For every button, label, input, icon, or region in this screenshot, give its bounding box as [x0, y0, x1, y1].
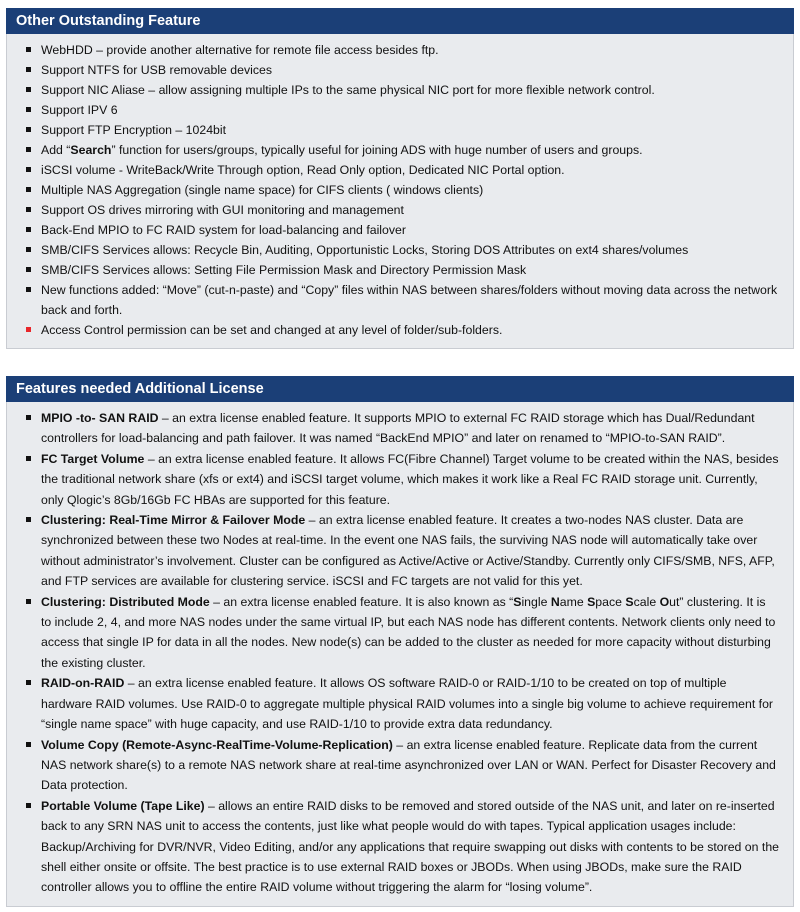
list-item: SMB/CIFS Services allows: Setting File Permission Mask and Directory Permission Mask	[23, 260, 779, 280]
list-item: WebHDD – provide another alternative for remote file access besides ftp.	[23, 40, 779, 60]
item-text: – allows an entire RAID disks to be removed and stored outside of the NAS unit, and later on re-inserted back to any SRN NAS unit to access the contents, just like what people would do with tapes. Typical application usages include: Backup/Archiving for DVR/NVR, Video Editing, and/or any applications that require swapping out disks with contents to be stored on the shell either onsite or offsite. The best practice is to use external RAID boxes or JBODs. When using JBODs, make sure the RAID controller allows you to offline the entire RAID volume without triggering the alarm for “losing volume”.	[41, 798, 779, 895]
item-text: – an extra license enabled feature. It creates a two-nodes NAS cluster. Data are synchronized between these two Nodes at real-time. In the event one NAS fails, the surviving NAS node will automatically take over without administrator’s involvement. Cluster can be configured as Active/Active or Active/Standby. Currently only CIFS/SMB, NFS, AFP, and FTP services are available for clustering service. iSCSI and FC targets are not valid for this yet.	[41, 513, 775, 589]
list-item	[23, 735, 779, 796]
list-item: Access Control permission can be set and changed at any level of folder/sub-folders.	[23, 320, 779, 340]
license-feature-list	[23, 408, 779, 898]
list-item: Multiple NAS Aggregation (single name space) for CIFS clients ( windows clients)	[23, 180, 779, 200]
list-item: Support FTP Encryption – 1024bit	[23, 120, 779, 140]
section-title: Other Outstanding Feature	[6, 8, 794, 34]
item-text: ingle	[521, 594, 551, 609]
list-item: Support NIC Aliase – allow assigning multiple IPs to the same physical NIC port for more flexible network control.	[23, 80, 779, 100]
section-title: Features needed Additional License	[6, 376, 794, 402]
list-item	[23, 140, 779, 160]
item-text: – an extra license enabled feature. It allows OS software RAID-0 or RAID-1/10 to be created on top of multiple hardware RAID volumes. Use RAID-0 to aggregate multiple physical RAID volumes into a single big volume to achieve requirement for “single name space” with huge capacity, and use RAID-1/10 to provide extra data redundancy.	[41, 676, 774, 732]
item-bold: Search	[70, 143, 112, 157]
list-item	[23, 796, 779, 898]
item-bold: O	[659, 594, 670, 609]
item-bold: FC Target Volume	[41, 451, 145, 466]
list-item: New functions added: “Move” (cut-n-paste) and “Copy” files within NAS between shares/folders without moving data across the network back and forth.	[23, 280, 779, 320]
item-bold: RAID-on-RAID	[41, 676, 125, 691]
item-bold: S	[587, 594, 596, 609]
item-bold: Clustering: Real-Time Mirror & Failover Mode	[41, 513, 306, 528]
list-item: SMB/CIFS Services allows: Recycle Bin, Auditing, Opportunistic Locks, Storing DOS Attributes on ext4 shares/volumes	[23, 240, 779, 260]
item-text: ame	[559, 594, 588, 609]
list-item: Support IPV 6	[23, 100, 779, 120]
item-text: – an extra license enabled feature. It allows FC(Fibre Channel) Target volume to be created within the NAS, besides the traditional network share (xfs or ext4) and iSCSI target volume, which makes it work like a Real FC RAID storage unit. Currently, only Qlogic’s 8Gb/16Gb FC HBAs are supported for this feature.	[41, 451, 779, 507]
list-item	[23, 510, 779, 592]
item-text: Add “	[41, 143, 71, 157]
item-bold: Portable Volume (Tape Like)	[41, 798, 205, 813]
item-bold: N	[550, 594, 560, 609]
section-body	[6, 402, 794, 907]
item-bold: Volume Copy (Remote-Async-RealTime-Volume-Replication)	[41, 737, 393, 752]
item-bold: S	[513, 594, 522, 609]
item-bold: S	[625, 594, 634, 609]
item-text: ” function for users/groups, typically useful for joining ADS with huge number of users and groups.	[111, 143, 643, 157]
list-item	[23, 592, 779, 674]
item-text: cale	[633, 594, 660, 609]
list-item: Support NTFS for USB removable devices	[23, 60, 779, 80]
additional-license-section	[6, 376, 794, 907]
list-item	[23, 673, 779, 734]
other-outstanding-feature-section	[6, 8, 794, 349]
item-text: – an extra license enabled feature. Replicate data from the current NAS network share(s) to a remote NAS network share at real-time asynchronized over LAN or WAN. Perfect for Disaster Recovery and Data protection.	[41, 737, 776, 793]
item-text: pace	[595, 594, 626, 609]
item-text: ut” clustering. It is to include 2, 4, and more NAS nodes under the same virtual IP, but each NAS node has different contents. Network clients only need to access that single IP for data in all the nodes. New node(s) can be added to the cluster as needed for more capacity without disturbing the existing cluster.	[41, 594, 776, 670]
item-bold: Clustering: Distributed Mode	[41, 594, 210, 609]
feature-list	[23, 40, 779, 340]
list-item: Back-End MPIO to FC RAID system for load-balancing and failover	[23, 220, 779, 240]
list-item	[23, 449, 779, 510]
list-item	[23, 408, 779, 449]
list-item: Support OS drives mirroring with GUI monitoring and management	[23, 200, 779, 220]
item-bold: MPIO -to- SAN RAID	[41, 411, 159, 425]
item-text: – an extra license enabled feature. It is also known as “	[209, 594, 514, 609]
section-body	[6, 34, 794, 349]
list-item: iSCSI volume - WriteBack/Write Through option, Read Only option, Dedicated NIC Portal option.	[23, 160, 779, 180]
item-text: – an extra license enabled feature. It supports MPIO to external FC RAID storage which has Dual/Redundant controllers for load-balancing and path failover. It was named “BackEnd MPIO” and later on renamed to “MPIO-to-SAN RAID”.	[41, 411, 755, 446]
